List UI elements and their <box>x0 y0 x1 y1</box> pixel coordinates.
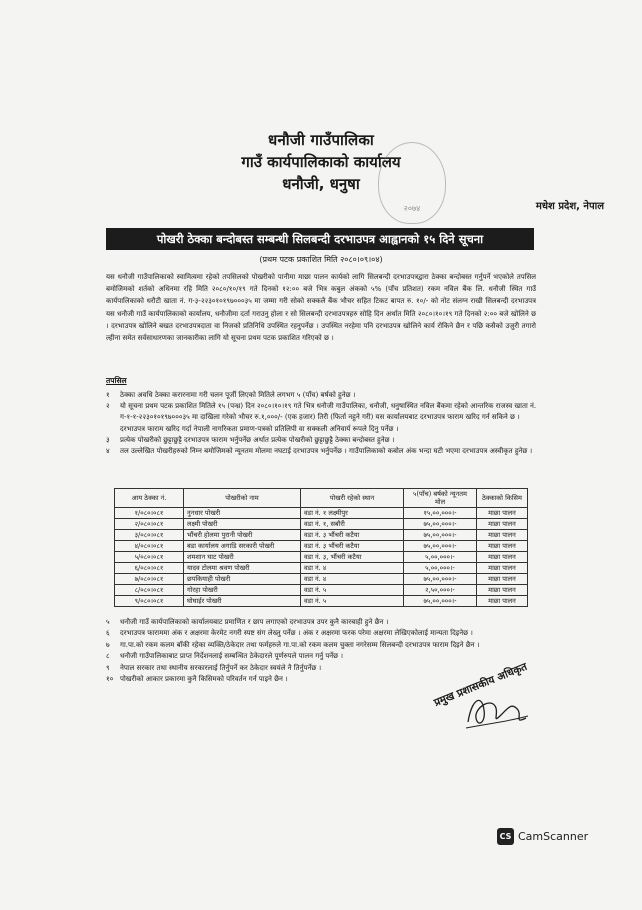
cell-contract-no: ५/०८०।०८१ <box>115 552 184 563</box>
note-text: धनौजी गाउँपालिकाबाट प्राप्त निर्देशनलाई सम्बन्धित ठेकेदारले पूर्णरुपले पालन गर्नु पर्नेछ । <box>120 652 343 661</box>
notice-title: पोखरी ठेक्का बन्दोबस्त सम्बन्धी सिलबन्दी दरभाउपत्र आह्वानको १५ दिने सूचना <box>106 228 534 250</box>
notice-intro-paragraph: यस धनौजी गाउँपालिकाको स्वामित्वमा रहेको तपसिलको पोखरीको पानीमा माछा पालन कार्यको लागि सिलबन्दी दरभाउपत्रद्वारा ठेक्का बन्दोबस्त गर्नुपर्ने भएकोले तपसिल बमोजिमको शर्तको अधिनमा रहि मिति २०८०/१०/१९ गते दिनको १२:०० बजे भित्र कबुल अंकको ५% (पाँच प्रतिशत) रकम नविल बैंक लि. धनौजी स्थित गाउँ कार्यपालिकाको धरौटी खाता नं. ग-३-२२३०१०१९७०००३५ मा जम्मा गरी सोको सक्कलै बैंक भौचर सहित टिकट बापत रु. १०/- को नोट संलग्न राखी सिलबन्दी दरभाउपत्र यस धनौजी गाउँ कार्यपालिकाको कार्यालय, धनौजीमा दर्ता गराउनु होला र सो सिलबन्दी दरभाउपत्रहरु सोहि दिन अर्थात मिति २०८०।१०।१९ गते दिनको २:०० बजे खोलिने छ । दरभाउपत्र खोलिने बखत दरभाउपत्रदाता वा निजको प्रतिनिधि उपस्थित रहनुपर्नेछ । उपस्थित नरहेमा पनि दरभाउपत्र खोलिने कार्य रोकिने छैन र पछि कसैको उजुरी तगारो ल्हीना समेत सर्वसाधारणका जानकारीका लागि यो सूचना प्रथम पटक प्रकाशित गरिएको छ । <box>106 273 536 343</box>
cell-location: वडा नं. ५ <box>301 596 404 607</box>
note-number: ६ <box>106 629 110 638</box>
table-row <box>115 574 528 585</box>
notes-list <box>106 617 526 685</box>
cell-contract-type: माछा पालन <box>477 596 528 607</box>
cell-min-price: ७५,००,०००।- <box>404 530 477 541</box>
note-item <box>106 651 526 662</box>
note-text: दरभाउपत्र फाराममा अंक र अक्षरमा केरमेट नगरी स्पष्ट संग लेख्नु पर्नेछ । अंक र अक्षरमा फरक परेमा अक्षरमा लेखिएकोलाई मान्यता दिइनेछ । <box>120 629 473 638</box>
cell-pond-name: घोघाईर पोखरी <box>184 596 301 607</box>
cell-contract-no: ३/०८०।०८१ <box>115 530 184 541</box>
cell-contract-no: १/०८०।०८१ <box>115 508 184 519</box>
note-text: नेपाल सरकार तथा स्थानीय सरकारलाई तिर्नुपर्ने कर ठेकेदार स्वयंले नै तिर्नुपर्नेछ । <box>120 663 322 672</box>
cell-min-price: १५,००,०००।- <box>404 508 477 519</box>
cell-location: वडा नं. ४ <box>301 563 404 574</box>
cell-contract-type: माछा पालन <box>477 585 528 596</box>
conditions-list <box>106 390 538 457</box>
cell-location: वडा नं. ३, भौंचरी कटैया <box>301 552 404 563</box>
cell-contract-no: ८/०८०।०८१ <box>115 585 184 596</box>
cell-min-price: ७५,००,०००।- <box>404 519 477 530</box>
col-header-contract-type: ठेक्काको किसिम <box>477 489 528 508</box>
cell-contract-type: माछा पालन <box>477 519 528 530</box>
org-name: धनौजी गाउँपालिका <box>268 131 374 149</box>
note-number: ५ <box>106 618 110 626</box>
note-number: १० <box>106 675 114 684</box>
cell-contract-no: ४/०८०।०८१ <box>115 541 184 552</box>
cell-location: वडा नं. ३ भौंचरी कटैया <box>301 541 404 552</box>
table-row <box>115 508 528 519</box>
condition-item <box>106 401 538 435</box>
note-item <box>106 663 526 674</box>
cell-pond-name: शमशान घाट पोखरी <box>184 552 301 563</box>
table-row <box>115 563 528 574</box>
cell-contract-type: माछा पालन <box>477 541 528 552</box>
camscanner-watermark <box>497 828 588 845</box>
col-header-pond-name: पोखरीको नाम <box>184 489 301 508</box>
cell-location: वडा नं. ३ भौंचरी कटैया <box>301 530 404 541</box>
note-number: ७ <box>106 640 110 649</box>
cell-pond-name: छपकियाही पोखरी <box>184 574 301 585</box>
cell-pond-name: नुनधार पोखरी <box>184 508 301 519</box>
note-text: धनौजी गाउँ कार्यपालिकाको कार्यालयबाट प्रमाणित र छाप लगाएको दरभाउपत्र उपर कुनै कारबाही हुने छैन । <box>120 618 389 626</box>
condition-text: तल उल्लेखित पोखरीहरुको निम्न बमोजिमको न्यूनतम मोलमा नघटाई दरभाउपत्र भर्नुपर्नेछ । गाउँपालिकाको कबोल अंक भन्दा घटी भएमा दरभाउपत्र अस्वीकृत हुनेछ । <box>120 447 533 456</box>
condition-text: प्रत्येक पोखरीको छुट्टाछुट्टै दरभाउपत्र फाराम भर्नुपर्नेछ अर्थात प्रत्येक पोखरीको छुट्टाछुट्टै ठेक्का बन्दोबस्त हुनेछ । <box>120 435 395 444</box>
note-number: ९ <box>106 663 110 672</box>
cell-min-price: २,५०,०००।- <box>404 585 477 596</box>
table-row <box>115 519 528 530</box>
cell-location: वडा नं. ५ <box>301 585 404 596</box>
note-item <box>106 628 526 639</box>
camscanner-label: CamScanner <box>518 830 589 843</box>
province-label: मधेश प्रदेश, नेपाल <box>535 201 604 212</box>
cell-contract-no: ६/०८०।०८१ <box>115 563 184 574</box>
cell-min-price: ५,००,०००।- <box>404 563 477 574</box>
condition-item <box>106 390 538 401</box>
cell-contract-no: ९/०८०।०८१ <box>115 596 184 607</box>
table-row <box>115 585 528 596</box>
table-row <box>115 596 528 607</box>
table-row <box>115 552 528 563</box>
cell-contract-no: ७/०८०।०८१ <box>115 574 184 585</box>
table-row <box>115 530 528 541</box>
cell-pond-name: यादव टोलमा श्रवण पोखरी <box>184 563 301 574</box>
details-heading: तपसिल <box>106 376 127 385</box>
condition-text: यो सूचना प्रथम पटक प्रकाशित मितिले १५ (पन्ध्र) दिन २०८०।१०।१९ गते भित्र धनौजी गाउँपालिका, धनौजी, धनुषास्थित नविल बैंकमा रहेको आन्तरिक राजस्व खाता नं. ग-१-१-२२३०१०१९७०००३५ मा दाखिला गरेको भौचर रु.१,०००/- (एक हजार) तिरी (फिर्ता नहुने गरी) यस कार्यालयबाट दरभाउपत्र फाराम खरिद गर्न सकिने छ । दरभाउपत्र फाराम खरिद गर्दा नेपाली नागरिकता प्रमाण-पत्रको प्रतिलिपी वा सक्कली अनिवार्य रूपले दिनु पर्नेछ । <box>120 402 537 433</box>
condition-item <box>106 435 538 446</box>
cell-contract-type: माछा पालन <box>477 530 528 541</box>
signer-title: प्रमुख प्रशासकीय अधिकृत <box>432 660 529 710</box>
cell-contract-type: माछा पालन <box>477 574 528 585</box>
cell-contract-type: माछा पालन <box>477 552 528 563</box>
condition-item <box>106 446 538 457</box>
org-office: गाउँ कार्यपालिकाको कार्यालय <box>241 153 401 171</box>
cell-min-price: ५,००,०००।- <box>404 552 477 563</box>
cell-contract-type: माछा पालन <box>477 563 528 574</box>
cell-contract-no: २/०८०।०८१ <box>115 519 184 530</box>
col-header-contract-no: आय ठेक्का नं. <box>115 489 184 508</box>
col-header-location: पोखरी रहेको स्थान <box>301 489 404 508</box>
condition-number: २ <box>106 402 110 411</box>
condition-text: ठेक्का अवधि ठेक्का करारनामा गरी चलन पूर्जी लिएको मितिले लगभग ५ (पाँच) बर्षको हुनेछ । <box>120 391 356 399</box>
condition-number: १ <box>106 391 110 399</box>
cell-location: वडा नं. ४ <box>301 574 404 585</box>
notice-subtitle: (प्रथम पटक प्रकाशित मिति २०८०।०९।०४) <box>259 255 383 264</box>
ponds-table <box>114 488 528 607</box>
note-number: ८ <box>106 652 110 661</box>
cell-min-price: ७५,००,०००।- <box>404 574 477 585</box>
cell-location: वडा नं. १, सबौरी <box>301 519 404 530</box>
cell-min-price: ७५,००,०००।- <box>404 596 477 607</box>
camscanner-logo-icon: CS <box>497 828 514 845</box>
note-item <box>106 640 526 651</box>
note-item <box>106 617 526 628</box>
note-text: पोखरीको आकार प्रकारमा कुनै किसिमको परिवर्तन गर्न पाइने छैन । <box>120 675 288 684</box>
cell-pond-name: बडा कार्यालय अगाडि सरकारी पोखरी <box>184 541 301 552</box>
cell-location: वडा नं. १ लक्ष्मीपुर <box>301 508 404 519</box>
condition-number: ३ <box>106 435 110 444</box>
seal-year: २०७४ <box>403 204 421 213</box>
cell-pond-name: भौंचरी होलमा पुरानी पोखरी <box>184 530 301 541</box>
col-header-min-price: ५(पाँच) बर्षको न्यूनतम मोल <box>404 489 477 508</box>
note-text: गा.पा.को रकम कलम बाँकी रहेका व्यक्ति/ठेकेदार तथा फर्महरुले गा.पा.को रकम कलम चुक्ता नगरेसम्म सिलबन्दी दरभाउपत्र फाराम दिइने छैन । <box>120 640 480 649</box>
cell-pond-name: लक्ष्मी पोखरी <box>184 519 301 530</box>
office-seal-stamp <box>378 142 446 224</box>
cell-pond-name: गोरहा पोखरी <box>184 585 301 596</box>
org-location: धनौजी, धनुषा <box>282 175 360 193</box>
condition-number: ४ <box>106 447 110 456</box>
cell-min-price: ७५,००,०००।- <box>404 541 477 552</box>
table-row <box>115 541 528 552</box>
table-header-row <box>115 489 528 508</box>
cell-contract-type: माछा पालन <box>477 508 528 519</box>
